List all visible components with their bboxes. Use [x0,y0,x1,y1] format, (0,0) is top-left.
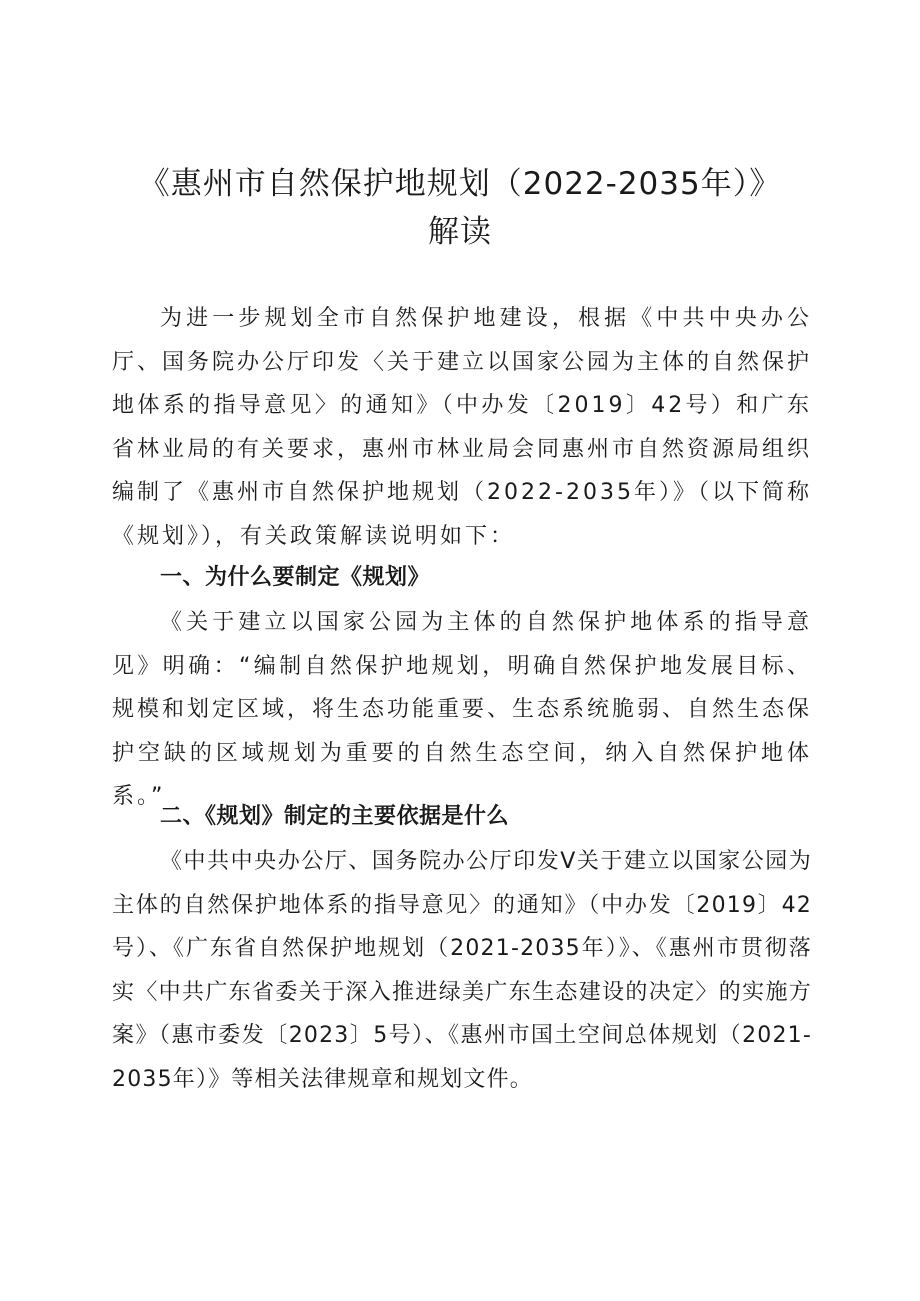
intro-paragraph: 为进一步规划全市自然保护地建设，根据《中共中央办公厅、国务院办公厅印发〈关于建立以国家公园为主体的自然保护地体系的指导意见〉的通知》（中办发〔2019〕42号）和广东省林业局的有关要求，惠州市林业局会同惠州市自然资源局组织编制了《惠州市自然保护地规划（2022-2035年）》（以下简称《规划》），有关政策解读说明如下： [112,306,813,549]
document-title [110,160,810,256]
section-2-paragraph: 《中共中央办公厅、国务院办公厅印发Ⅴ关于建立以国家公园为主体的自然保护地体系的指导意见〉的通知》（中办发〔2019〕42号）、《广东省自然保护地规划（2021-2035年）》、《惠州市贯彻落实〈中共广东省委关于深入推进绿美广东生态建设的决定〉的实施方案》（惠市委发〔2023〕5号）、《惠州市国土空间总体规划（2021-2035年）》等相关法律规章和规划文件。 [112,849,812,1092]
title-line-1: 《惠州市自然保护地规划（2022-2035年）》 [138,166,782,202]
section-1-heading: 一、为什么要制定《规划》 [160,565,431,590]
title-line-2: 解读 [428,214,492,250]
section-1-paragraph: 《关于建立以国家公园为主体的自然保护地体系的指导意见》明确：“编制自然保护地规划，明确自然保护地发展目标、规模和划定区域，将生态功能重要、生态系统脆弱、自然生态保护空缺的区域规划为重要的自然生态空间，纳入自然保护地体系。” [112,610,813,809]
section-2-heading: 二、《规划》制定的主要依据是什么 [160,804,510,829]
